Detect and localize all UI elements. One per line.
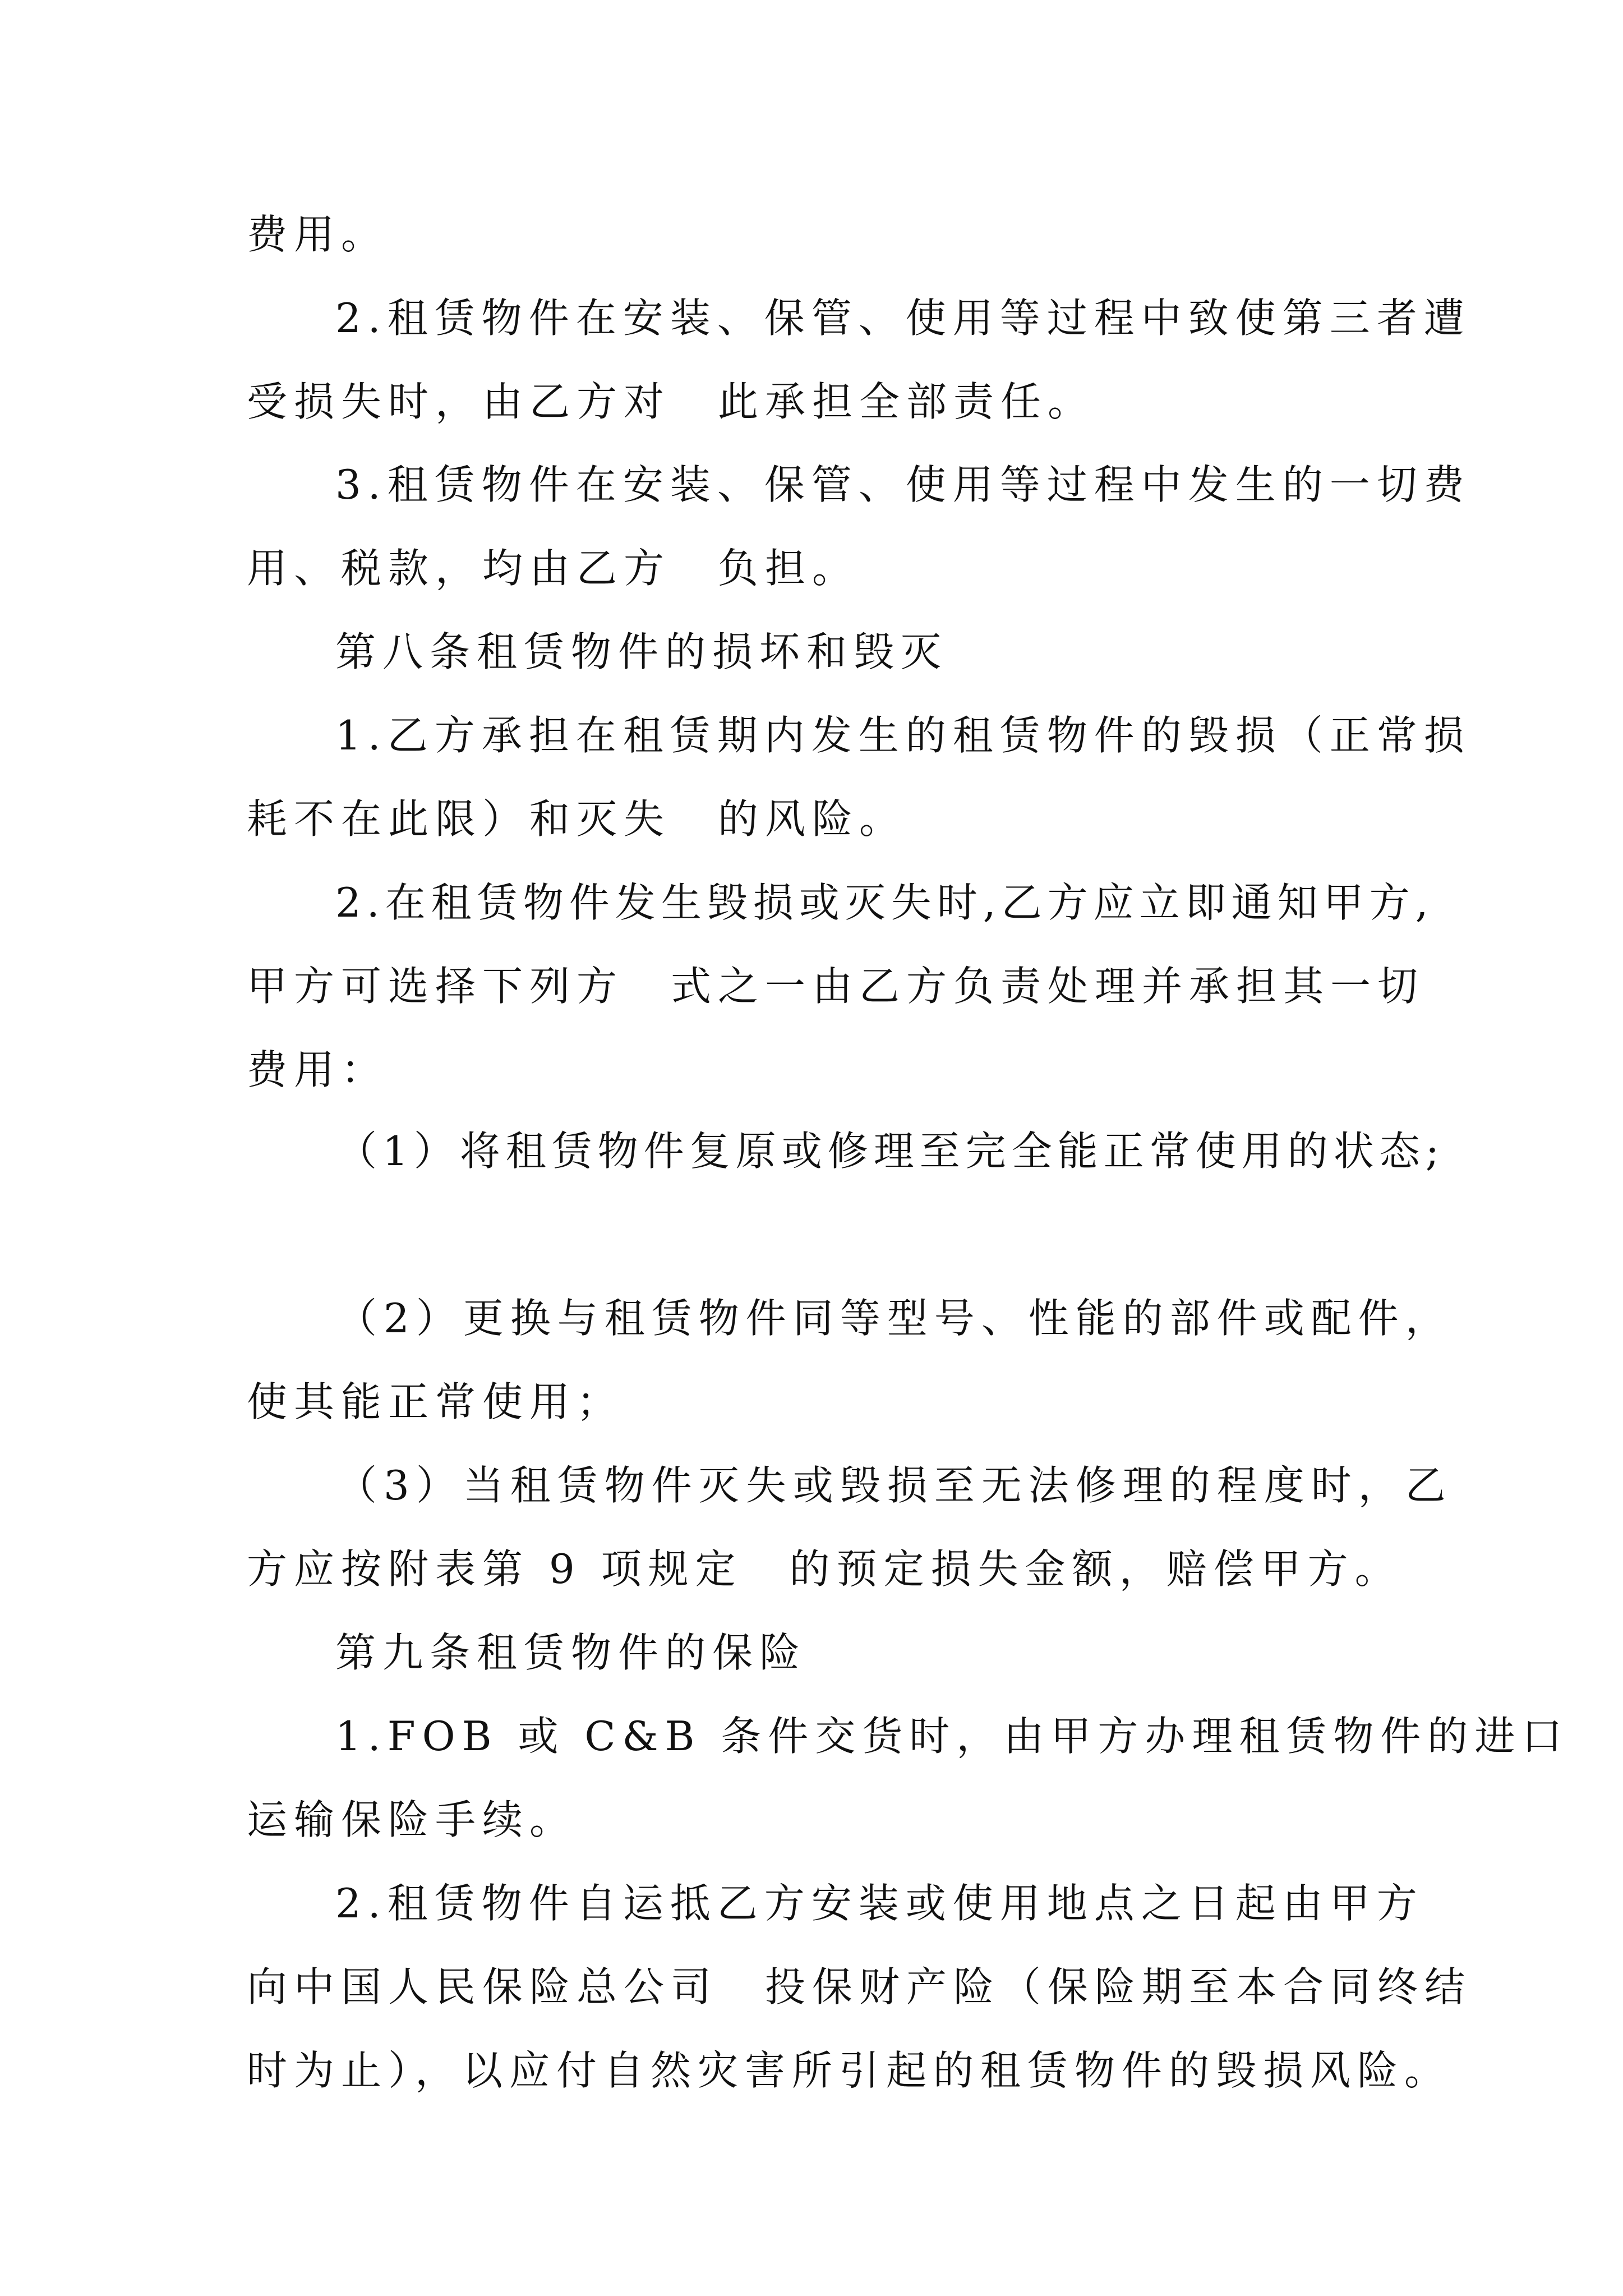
list-item: （3）当租赁物件灭失或毁损至无法修理的程度时，乙: [336, 1462, 1453, 1509]
paragraph-line: 使其能正常使用；: [247, 1378, 624, 1425]
list-item: （2）更换与租赁物件同等型号、性能的部件或配件，: [336, 1295, 1453, 1342]
paragraph-line: 时为止），以应付自然灾害所引起的租赁物件的毁损风险。: [247, 2047, 1452, 2094]
paragraph-line: 用、税款，均由乙方 负担。: [247, 545, 860, 592]
paragraph-line: 甲方可选择下列方 式之一由乙方负责处理并承担其一切: [247, 963, 1425, 1010]
paragraph-line: 耗不在此限）和灭失 的风险。: [247, 795, 907, 843]
section-heading: 第八条租赁物件的损坏和毁灭: [335, 628, 948, 675]
paragraph-line: 方应按附表第 9 项规定 的预定损失金额，赔偿甲方。: [247, 1545, 1402, 1593]
list-item: （1）将租赁物件复原或修理至完全能正常使用的状态;: [336, 1128, 1445, 1175]
paragraph-line: 2.在租赁物件发生毁损或灭失时,乙方应立即通知甲方,: [335, 879, 1434, 926]
paragraph-line: 费用：: [247, 1046, 389, 1093]
paragraph-line: 费用。: [247, 211, 389, 258]
paragraph-line: 1.FOB 或 C&B 条件交货时，由甲方办理租赁物件的进口: [335, 1713, 1569, 1760]
paragraph-line: 受损失时，由乙方对 此承担全部责任。: [247, 378, 1095, 425]
paragraph-line: 2.租赁物件自运抵乙方安装或使用地点之日起由甲方: [335, 1880, 1424, 1927]
paragraph-line: 3.租赁物件在安装、保管、使用等过程中发生的一切费: [335, 461, 1471, 508]
paragraph-line: 运输保险手续。: [247, 1796, 577, 1843]
section-heading: 第九条租赁物件的保险: [335, 1629, 807, 1676]
paragraph-line: 2.租赁物件在安装、保管、使用等过程中致使第三者遭: [335, 295, 1471, 342]
paragraph-line: 向中国人民保险总公司 投保财产险（保险期至本合同终结: [247, 1963, 1472, 2010]
paragraph-line: 1.乙方承担在租赁期内发生的租赁物件的毁损（正常损: [335, 712, 1471, 759]
